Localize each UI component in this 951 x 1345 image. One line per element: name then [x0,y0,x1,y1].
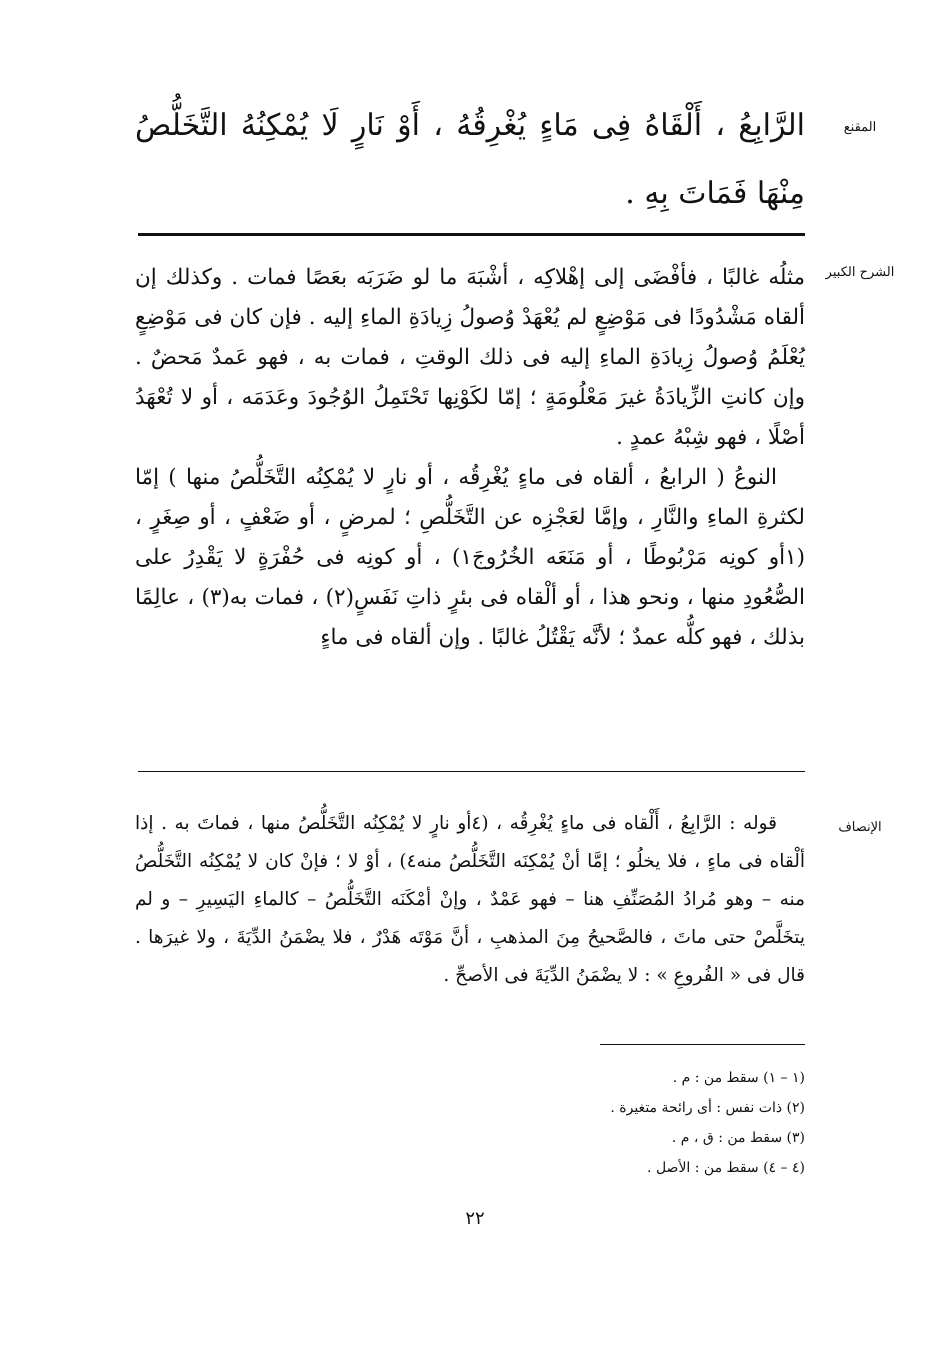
footnote: (٢) ذات نفس : أى رائحة متغيرة . [610,1100,805,1116]
sharh-paragraph: مثلُه غالبًا ، فأفْضَى إلى إهْلاكِه ، أشْبَهَ ما لو ضَرَبَه بعَصًا فمات . وكذلك إن ألقاه مَشْدُودًا فى مَوْضِعٍ لم يُعْهَدْ وُصولُ زِيادَةِ الماءِ إليه . فإن كان فى مَوْضِعٍ يُعْلَمُ وُصولُ زِيادَةِ الماءِ إليه فى ذلك الوقتِ ، فمات به ، فهو عَمدٌ مَحضٌ . وإن كانتِ الزِّيادَةُ غيرَ مَعْلُومَةٍ ؛ إمّا لكَوْنِها تَحْتَمِلُ الوُجُودَ وعَدَمَه ، أو لا تُعْهَدُ أصْلًا ، فهو شِبْهُ عمدٍ . [135,265,805,450]
insaf-text-block [135,805,805,995]
footnote: (١ – ١) سقط من : م . [672,1070,805,1086]
section-divider-thin [138,771,805,772]
page-number: ٢٢ [465,1208,485,1229]
footnote: (٤ – ٤) سقط من : الأصل . [647,1160,805,1176]
sharh-text-block [135,258,805,658]
sharh-paragraph: النوعُ ( الرابعُ ، ألقاه فى ماءٍ يُغْرِقُه ، أو نارٍ لا يُمْكِنُه التَّخَلُّصُ منها ) إمّا لكثرةِ الماءِ والنَّارِ ، وإمَّا لعَجْزِه عن التَّخَلُّصِ ؛ لمرضٍ ، أو ضَعْفٍ ، أو صِغَرٍ ، (١أو كونِه مَرْبُوطًا ، أو مَنَعَه الخُرُوجَ١) ، أو كونِه فى حُفْرَةٍ لا يَقْدِرُ على الصُّعُودِ منها ، ونحو هذا ، أو ألْقاه فى بئرٍ ذاتِ نَفَسٍ(٢) ، فمات به(٣) ، عالِمًا بذلك ، فهو كلُّه عمدٌ ؛ لأنَّه يَقْتُلُ غالبًا . وإن ألقاه فى ماءٍ [135,465,805,650]
muqni-text-block [135,92,805,228]
section-divider-thick [138,233,805,236]
footnote: (٣) سقط من : ق ، م . [671,1130,805,1146]
section-label-sharh: الشرح الكبير [825,265,895,280]
insaf-paragraph: قوله : الرَّابِعُ ، أَلْقاه فى ماءٍ يُغْرِقُه ، (٤أو نارٍ لا يُمْكِنُه التَّخَلُّصُ منها ، فماتَ به . إذا ألْقاه فى ماءٍ ، فلا يخلُو ؛ إمَّا أنْ يُمْكِنَه التَّخَلُّصُ منه٤) ، أوْ لا ؛ فإنْ كان لا يُمْكِنُه التَّخَلُّصُ منه – وهو مُرادُ المُصَنِّفِ هنا – فهو عَمْدٌ ، وإنْ أمْكَنَه التَّخَلُّصُ – كالماءِ اليَسِيرِ – و لم يتخَلَّصْ حتى ماتَ ، فالصَّحيحُ مِنَ المذهبِ ، أنَّ مَوْتَه هَدْرٌ ، فلا يضْمَنُ الدِّيَةَ ، ولا غيرَها . قال فى « الفُروعِ » : لا يضْمَنُ الدِّيَةَ فى الأصحِّ . [135,813,805,986]
footnotes [500,1063,805,1183]
section-label-insaf: الإنصاف [838,820,882,835]
section-label-muqni: المقنع [843,120,877,135]
muqni-paragraph: الرَّابِعُ ، أَلْقَاهُ فِى مَاءٍ يُغْرِقُهُ ، أَوْ نَارٍ لَا يُمْكِنُهُ التَّخَلُّصُ مِنْهَا فَمَاتَ بِهِ . [135,108,805,211]
footnote-divider [600,1044,805,1045]
